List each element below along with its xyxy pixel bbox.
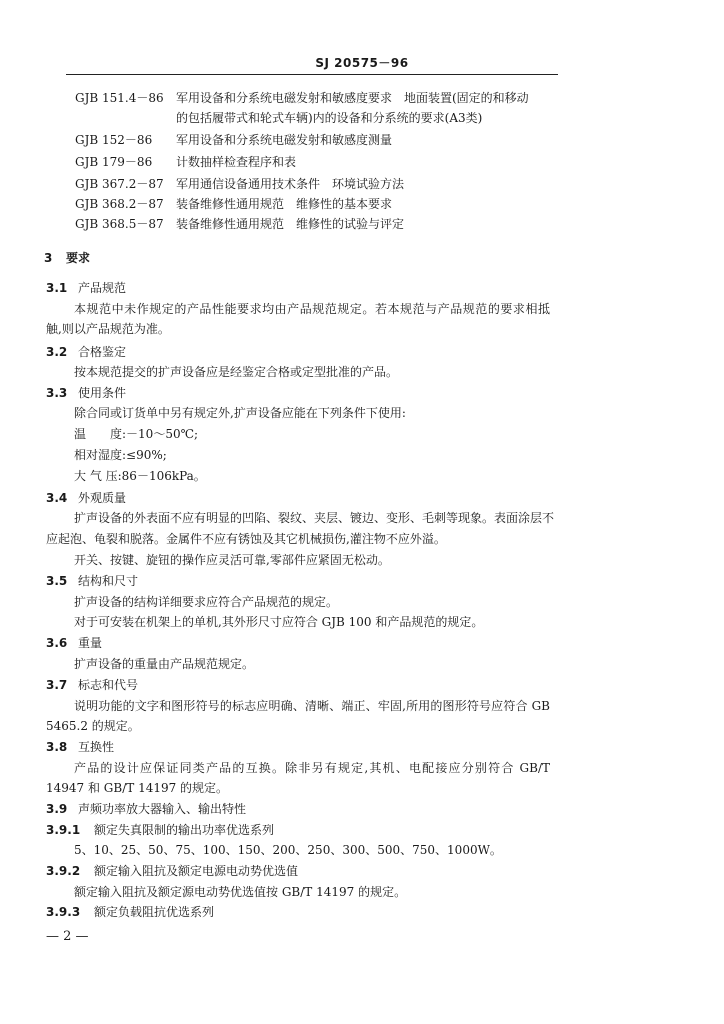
- ref-code: GJB 151.4－86: [75, 91, 164, 105]
- paragraph-line: 扩声设备的结构详细要求应符合产品规范的规定。: [74, 595, 339, 609]
- clause-title: 互换性: [78, 740, 115, 754]
- paragraph-line: 产品的设计应保证同类产品的互换。除非另有规定,其机、电配接应分别符合 GB/T: [74, 761, 550, 775]
- clause-title: 结构和尺寸: [78, 574, 139, 588]
- header-rule: [66, 74, 558, 75]
- standard-number-header: SJ 20575－96: [315, 56, 409, 70]
- clause-3-9-2-heading: [46, 863, 298, 879]
- ref-code: GJB 152－86: [75, 133, 153, 147]
- ref-title: 的包括履带式和轮式车辆)内的设备和分系统的要求(A3类): [176, 111, 483, 125]
- paragraph-line: 开关、按键、旋钮的操作应灵活可靠,零部件应紧固无松动。: [74, 553, 390, 567]
- paragraph-line: 按本规范提交的扩声设备应是经鉴定合格或定型批准的产品。: [74, 365, 399, 379]
- condition-pressure: 大 气 压:86－106kPa。: [74, 469, 206, 483]
- ref-title: 军用设备和分系统电磁发射和敏感度要求 地面装置(固定的和移动: [176, 91, 529, 105]
- ref-code: GJB 368.2－87: [75, 197, 164, 211]
- paragraph-line: 扩声设备的外表面不应有明显的凹陷、裂纹、夹层、镀边、变形、毛刺等现象。表面涂层不: [74, 511, 555, 525]
- clause-title: 使用条件: [78, 386, 127, 400]
- section-number: 3: [44, 251, 53, 265]
- paragraph-line: 对于可安装在机架上的单机,其外形尺寸应符合 GJB 100 和产品规范的规定。: [74, 615, 484, 629]
- paragraph-line: 触,则以产品规范为准。: [46, 322, 170, 336]
- clause-title: 外观质量: [78, 491, 127, 505]
- ref-title: 军用通信设备通用技术条件 环境试验方法: [176, 177, 405, 191]
- clause-3-9-heading: [46, 801, 246, 817]
- clause-3-8-heading: [46, 739, 114, 755]
- clause-3-7-heading: [46, 677, 138, 693]
- ref-title: 装备维修性通用规范 维修性的基本要求: [176, 197, 393, 211]
- clause-3-9-3-heading: [46, 904, 214, 920]
- clause-number: 3.1: [46, 281, 68, 295]
- condition-temperature: 温 度:－10～50℃;: [74, 427, 199, 441]
- clause-title: 额定输入阻抗及额定电源电动势优选值: [94, 864, 299, 878]
- ref-title: 装备维修性通用规范 维修性的试验与评定: [176, 217, 405, 231]
- paragraph-line: 额定输入阻抗及额定源电动势优选值按 GB/T 14197 的规定。: [74, 885, 407, 899]
- clause-3-4-heading: [46, 490, 126, 506]
- ref-code: GJB 179－86: [75, 155, 153, 169]
- clause-3-9-1-heading: [46, 822, 274, 838]
- clause-3-3-heading: [46, 385, 126, 401]
- clause-number: 3.9: [46, 802, 68, 816]
- clause-3-6-heading: [46, 635, 102, 651]
- ref-code: GJB 367.2－87: [75, 177, 164, 191]
- ref-title: 军用设备和分系统电磁发射和敏感度测量: [176, 133, 393, 147]
- paragraph-line: 说明功能的文字和图形符号的标志应明确、清晰、端正、牢固,所用的图形符号应符合 GB: [74, 699, 550, 713]
- section-3-heading: [44, 250, 90, 266]
- paragraph-line: 5、10、25、50、75、100、150、200、250、300、500、750、1000W。: [74, 843, 502, 857]
- ref-title: 计数抽样检查程序和表: [176, 155, 297, 169]
- clause-title: 标志和代号: [78, 678, 139, 692]
- page-number: — 2 —: [46, 929, 89, 944]
- clause-title: 额定失真限制的输出功率优选系列: [94, 823, 275, 837]
- clause-number: 3.2: [46, 345, 68, 359]
- paragraph-line: 应起泡、龟裂和脱落。金属件不应有锈蚀及其它机械损伤,灌注物不应外溢。: [46, 532, 446, 546]
- clause-title: 重量: [78, 636, 103, 650]
- paragraph-line: 扩声设备的重量由产品规范规定。: [74, 657, 255, 671]
- section-title: 要求: [66, 251, 91, 265]
- clause-number: 3.4: [46, 491, 68, 505]
- clause-title: 额定负载阻抗优选系列: [94, 905, 215, 919]
- clause-number: 3.9.3: [46, 905, 81, 919]
- clause-3-5-heading: [46, 573, 138, 589]
- clause-number: 3.5: [46, 574, 68, 588]
- clause-3-1-heading: [46, 280, 126, 296]
- clause-number: 3.7: [46, 678, 68, 692]
- clause-title: 产品规范: [78, 281, 127, 295]
- paragraph-line: 5465.2 的规定。: [46, 719, 140, 733]
- ref-code: GJB 368.5－87: [75, 217, 164, 231]
- condition-humidity: 相对湿度:≤90%;: [74, 448, 167, 462]
- clause-number: 3.3: [46, 386, 68, 400]
- paragraph-line: 除合同或订货单中另有规定外,扩声设备应能在下列条件下使用:: [74, 406, 406, 420]
- clause-title: 声频功率放大器输入、输出特性: [78, 802, 247, 816]
- clause-title: 合格鉴定: [78, 345, 127, 359]
- paragraph-line: 14947 和 GB/T 14197 的规定。: [46, 781, 229, 795]
- clause-number: 3.8: [46, 740, 68, 754]
- clause-number: 3.6: [46, 636, 68, 650]
- paragraph-line: 本规范中未作规定的产品性能要求均由产品规范规定。若本规范与产品规范的要求相抵: [74, 302, 550, 316]
- clause-3-2-heading: [46, 344, 126, 360]
- clause-number: 3.9.1: [46, 823, 81, 837]
- clause-number: 3.9.2: [46, 864, 81, 878]
